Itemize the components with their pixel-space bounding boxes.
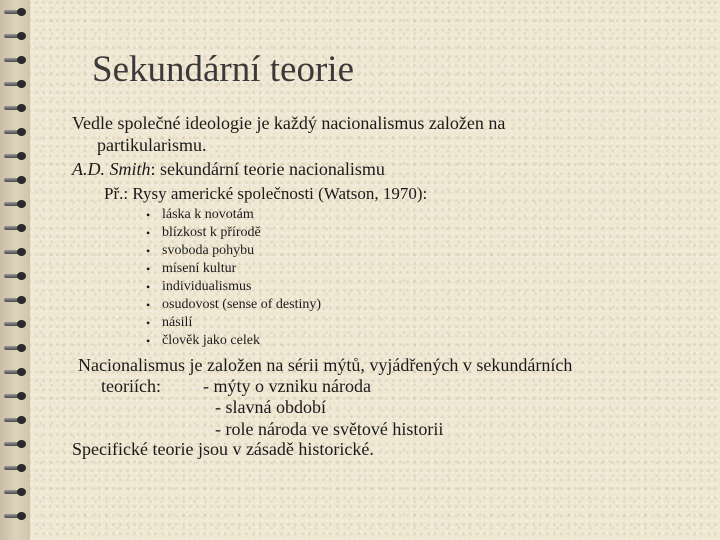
smith-author: A.D. Smith xyxy=(72,159,151,179)
intro-line-continued: partikularismu. xyxy=(97,135,207,155)
binding-ring-icon xyxy=(2,128,28,136)
binding-ring-icon xyxy=(2,200,28,208)
bullet-icon: • xyxy=(146,262,151,276)
spiral-binding xyxy=(0,0,30,540)
smith-line xyxy=(72,159,385,180)
bullet-icon: • xyxy=(146,226,151,240)
slide: Sekundární teorie Vedle společné ideologie je každý nacionalismus založen na partikularismu. A.D. Smith: sekundární teorie nacionalismu Př.: Rysy americké společnosti (Watson, 1970): • láska k novotám • blízkost k přírodě • svoboda pohybu • mísení kultur • individualismus • osudovost (sense of destiny) • násilí • člověk jako celek Nacionalismus je založen na sérii mýtů, vyjádřených v sekundárních teoriích: - mýty o vzniku národa - slavná období - role národa ve světové historii Specifické teorie jsou v zásadě historické. xyxy=(0,0,720,540)
binding-ring-icon xyxy=(2,104,28,112)
myth-item: - slavná období xyxy=(215,397,326,417)
myth-item: - mýty o vzniku národa xyxy=(203,376,371,396)
conclusion-line: Specifické teorie jsou v zásadě historické. xyxy=(72,439,374,459)
binding-ring-icon xyxy=(2,32,28,40)
binding-ring-icon xyxy=(2,176,28,184)
binding-ring-icon xyxy=(2,344,28,352)
binding-ring-icon xyxy=(2,248,28,256)
bullet-icon: • xyxy=(146,208,151,222)
bullet-icon: • xyxy=(146,298,151,312)
example-heading: Př.: Rysy americké společnosti (Watson, 1970): xyxy=(104,184,428,203)
binding-ring-icon xyxy=(2,464,28,472)
smith-theory: : sekundární teorie nacionalismu xyxy=(150,159,385,179)
theories-label: teoriích: xyxy=(101,376,161,396)
myth-item: - role národa ve světové historii xyxy=(215,419,444,439)
binding-ring-icon xyxy=(2,320,28,328)
nationalism-line: Nacionalismus je založen na sérii mýtů, vyjádřených v sekundárních xyxy=(78,355,573,375)
bullet-icon: • xyxy=(146,316,151,330)
binding-ring-icon xyxy=(2,56,28,64)
binding-ring-icon xyxy=(2,440,28,448)
slide-title: Sekundární teorie xyxy=(92,49,354,90)
binding-ring-icon xyxy=(2,512,28,520)
bullet-icon: • xyxy=(146,334,151,348)
binding-ring-icon xyxy=(2,80,28,88)
binding-ring-icon xyxy=(2,416,28,424)
binding-ring-icon xyxy=(2,272,28,280)
binding-ring-icon xyxy=(2,296,28,304)
bullet-icon: • xyxy=(146,244,151,258)
binding-ring-icon xyxy=(2,152,28,160)
bullet-icon: • xyxy=(146,280,151,294)
binding-ring-icon xyxy=(2,368,28,376)
binding-ring-icon xyxy=(2,488,28,496)
binding-ring-icon xyxy=(2,224,28,232)
binding-ring-icon xyxy=(2,8,28,16)
binding-ring-icon xyxy=(2,392,28,400)
intro-line: Vedle společné ideologie je každý nacionalismus založen na xyxy=(72,113,506,133)
